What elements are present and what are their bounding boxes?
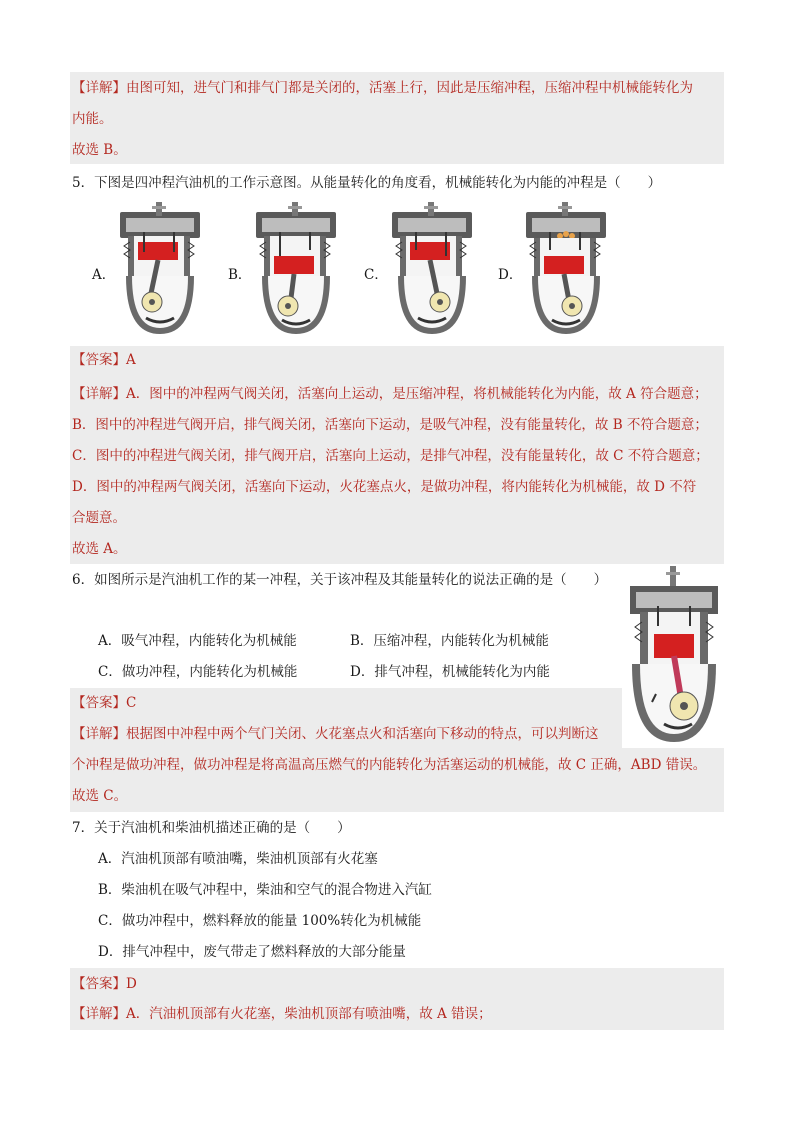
q6-option-d: D．排气冲程，机械能转化为内能 xyxy=(350,664,550,680)
q6-detail-line1: 【详解】根据图中冲程中两个气门关闭、火花塞点火和活塞向下移动的特点，可以判断这 xyxy=(72,726,599,742)
q7-option-a: A．汽油机顶部有喷油嘴，柴油机顶部有火花塞 xyxy=(98,851,378,867)
q5-answer: A xyxy=(126,352,136,368)
engine-body xyxy=(256,202,336,334)
q6-detail-line2: 个冲程是做功冲程，做功冲程是将高温高压燃气的内能转化为活塞运动的机械能，故 C 正确，ABD 错误。 xyxy=(72,757,707,773)
q5-option-c-label: C． xyxy=(364,267,388,283)
answer-tag: 【答案】 xyxy=(72,695,126,711)
q5-detail-line5: 合题意。 xyxy=(72,510,126,526)
engine-diagram-d xyxy=(514,202,618,338)
q5-detail-line2: B．图中的冲程进气阀开启，排气阀关闭，活塞向下运动，是吸气冲程，没有能量转化，故 B 不符合题意； xyxy=(72,417,708,433)
engine-body xyxy=(526,202,606,334)
q5-detail-line1: 【详解】A．图中的冲程两气阀关闭，活塞向上运动，是压缩冲程，将机械能转化为内能，故 A 符合题意； xyxy=(72,386,708,402)
q6-option-c: C．做功冲程，内能转化为机械能 xyxy=(98,664,298,680)
q4-detail-line1: 【详解】由图可知，进气门和排气门都是关闭的，活塞上行，因此是压缩冲程，压缩冲程中机械能转化为 xyxy=(72,80,693,96)
q5-option-b-label: B． xyxy=(228,267,252,283)
detail-tag: 【详解】 xyxy=(72,386,126,402)
q7-answer-line xyxy=(72,974,137,994)
detail-tag: 【详解】 xyxy=(72,726,126,742)
q6-engine-diagram xyxy=(622,566,726,746)
q5-detail-line3: C．图中的冲程进气阀关闭，排气阀开启，活塞向上运动，是排气冲程，没有能量转化，故 C 不符合题意； xyxy=(72,448,709,464)
q5-answer-line xyxy=(72,350,136,370)
q6-stem: 6．如图所示是汽油机工作的某一冲程，关于该冲程及其能量转化的说法正确的是（ ） xyxy=(72,572,608,588)
q5-detail-line6: 故选 A。 xyxy=(72,541,127,557)
q6-option-a: A．吸气冲程，内能转化为机械能 xyxy=(98,633,297,649)
q7-detail-line1: 【详解】A．汽油机顶部有火花塞，柴油机顶部有喷油嘴，故 A 错误； xyxy=(72,1006,492,1022)
q4-detail-line2: 内能。 xyxy=(72,111,113,127)
engine-diagram-a xyxy=(108,202,212,338)
q4-detail-line3: 故选 B。 xyxy=(72,142,127,158)
q6-answer: C xyxy=(126,695,137,711)
engine-diagram-c xyxy=(380,202,484,338)
detail-tag: 【详解】 xyxy=(72,1006,126,1022)
q5-stem: 5．下图是四冲程汽油机的工作示意图。从能量转化的角度看，机械能转化为内能的冲程是（ ） xyxy=(72,175,662,191)
q5-option-d-label: D． xyxy=(498,267,523,283)
engine-diagram-b xyxy=(244,202,348,338)
q6-detail-line3: 故选 C。 xyxy=(72,788,128,804)
q7-option-d: D．排气冲程中，废气带走了燃料释放的大部分能量 xyxy=(98,944,406,960)
q7-stem: 7．关于汽油机和柴油机描述正确的是（ ） xyxy=(72,820,351,836)
engine-body xyxy=(392,202,472,334)
engine-body xyxy=(120,202,200,334)
q5-option-a-label: A． xyxy=(92,267,116,283)
q5-detail-line4: D．图中的冲程两气阀关闭，活塞向下运动，火花塞点火，是做功冲程，将内能转化为机械能，故 D 不符 xyxy=(72,479,697,495)
answer-tag: 【答案】 xyxy=(72,352,126,368)
detail-tag: 【详解】 xyxy=(72,80,126,96)
q7-option-c: C．做功冲程中，燃料释放的能量 100%转化为机械能 xyxy=(98,913,422,929)
q6-option-b: B．压缩冲程，内能转化为机械能 xyxy=(350,633,549,649)
answer-tag: 【答案】 xyxy=(72,976,126,992)
q7-answer: D xyxy=(126,976,137,992)
q7-option-b: B．柴油机在吸气冲程中，柴油和空气的混合物进入汽缸 xyxy=(98,882,432,898)
q6-answer-line xyxy=(72,693,136,713)
